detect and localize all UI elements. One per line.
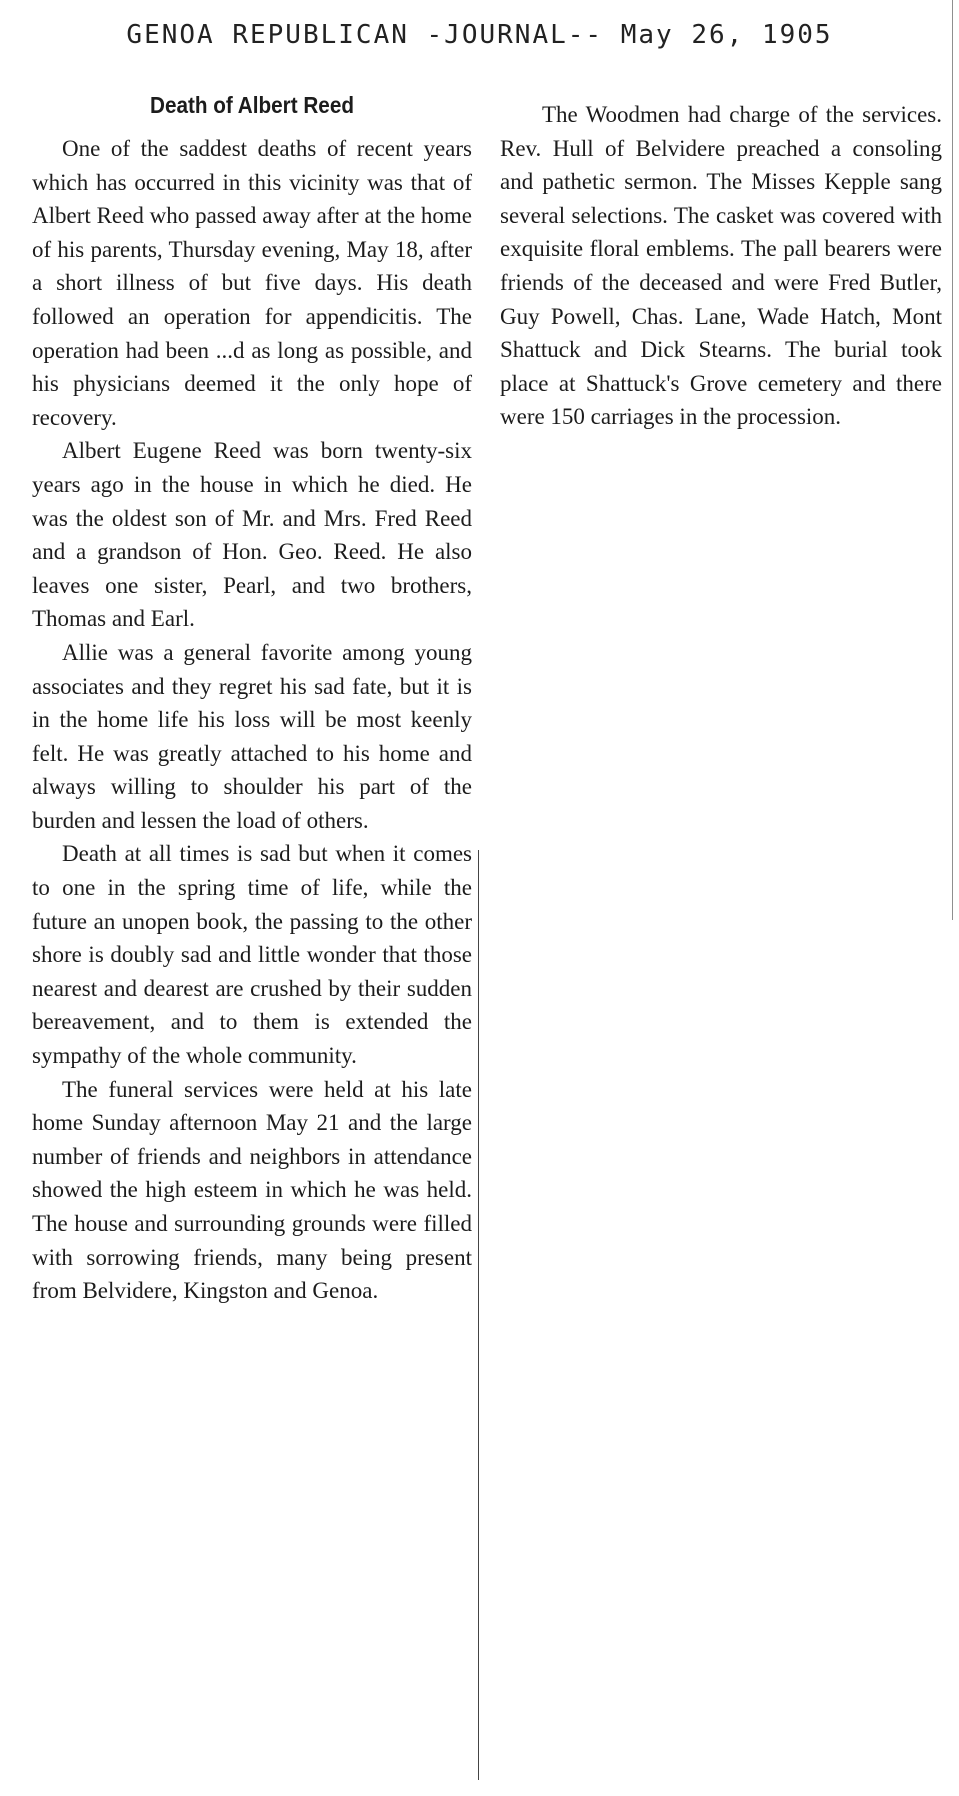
article-column-right: [500, 98, 942, 434]
article-paragraph: The Woodmen had charge of the services. Rev. Hull of Belvidere preached a consoling and pathetic sermon. The Misses Kepple sang several selections. The casket was covered with exquisite floral emblems. The pall bearers were friends of the deceased and were Fred Butler, Guy Powell, Chas. Lane, Wade Hatch, Mont Shattuck and Dick Stearns. The burial took place at Shattuck's Grove cemetery and there were 150 carriages in the procession.: [500, 102, 942, 430]
column-divider: [478, 850, 479, 1780]
article-column-left: [32, 88, 472, 1308]
article-paragraph: Albert Eugene Reed was born twenty-six years ago in the house in which he died. He was the oldest son of Mr. and Mrs. Fred Reed and a grandson of Hon. Geo. Reed. He also leaves one sister, Pearl, and two brothers, Thomas and Earl.: [32, 438, 472, 632]
article-paragraph: One of the saddest deaths of recent years which has occurred in this vicinity was that of Albert Reed who passed away after at the home of his parents, Thursday evening, May 18, after a short illness of but five days. His death followed an operation for appendicitis. The operation had been ...d as long as possible, and his physicians deemed it the only hope of recovery.: [32, 136, 472, 430]
newspaper-masthead: GENOA REPUBLICAN -JOURNAL-- May 26, 1905: [126, 20, 833, 50]
page-edge-rule: [952, 0, 953, 920]
article-headline: Death of Albert Reed: [150, 92, 354, 118]
article-paragraph: Death at all times is sad but when it comes to one in the spring time of life, while the future an unopen book, the passing to the other shore is doubly sad and little wonder that those nearest and dearest are crushed by their sudden bereavement, and to them is extended the sympathy of the whole community.: [32, 841, 472, 1069]
article-paragraph: The funeral services were held at his late home Sunday afternoon May 21 and the large number of friends and neighbors in attendance showed the high esteem in which he was held. The house and surrounding grounds were filled with sorrowing friends, many being present from Belvidere, Kingston and Genoa.: [32, 1076, 472, 1304]
article-paragraph: Allie was a general favorite among young associates and they regret his sad fate, but it is in the home life his loss will be most keenly felt. He was greatly attached to his home and always willing to shoulder his part of the burden and lessen the load of others.: [32, 639, 472, 833]
